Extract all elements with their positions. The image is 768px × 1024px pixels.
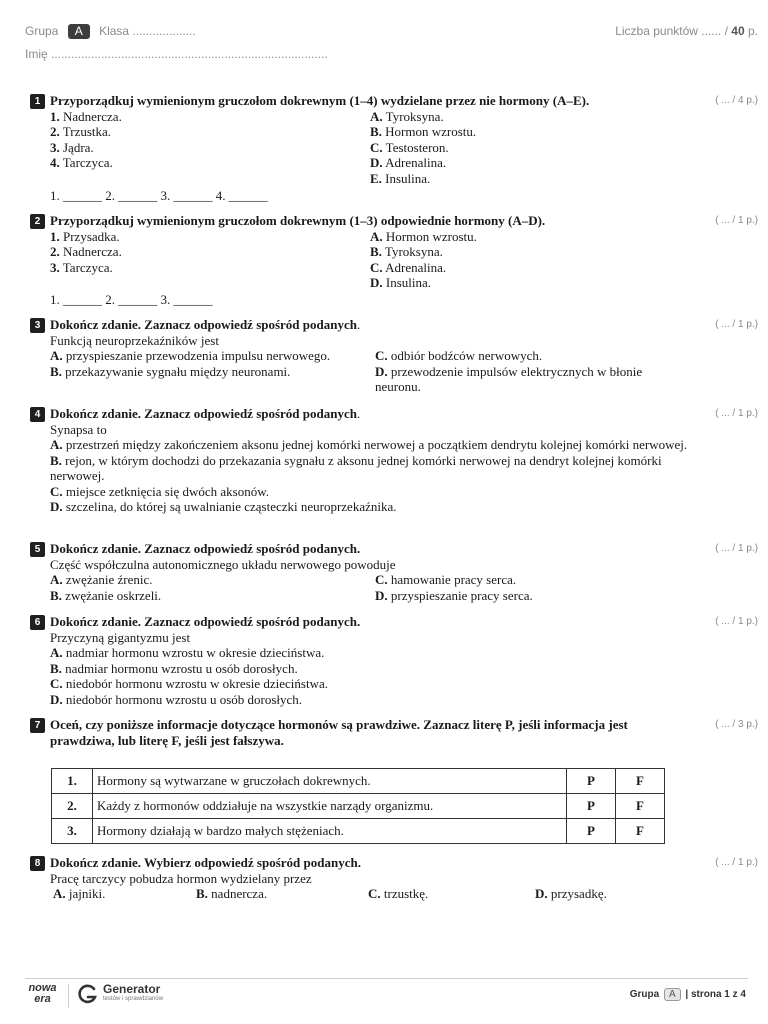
answer-option[interactable]: A. jajniki. — [53, 886, 106, 901]
group-badge: A — [68, 24, 90, 39]
false-option[interactable]: F — [616, 769, 665, 794]
nowa-era-logo: nowa era — [28, 982, 57, 1005]
task-5 — [30, 541, 758, 603]
footer-divider — [25, 978, 748, 979]
answer-option[interactable]: C. hamowanie pracy serca. — [375, 572, 517, 587]
task-instruction: Dokończ zdanie. Zaznacz odpowiedź spośród podanych. — [50, 317, 361, 332]
list-item: 1. Nadnercza. — [50, 108, 122, 124]
task-instruction: Dokończ zdanie. Wybierz odpowiedź spośród podanych. — [50, 855, 361, 870]
answer-option[interactable]: D. przysadkę. — [535, 886, 607, 901]
list-item: 2. Trzustka. — [50, 124, 112, 139]
list-item: 2. Nadnercza. — [50, 244, 122, 259]
list-item: 1. Przysadka. — [50, 228, 120, 244]
list-item: E. Insulina. — [370, 170, 431, 186]
answer-option[interactable]: C. trzustkę. — [368, 886, 429, 901]
true-option[interactable]: P — [567, 769, 616, 794]
points-label: Liczba punktów ...... / — [615, 24, 728, 38]
task-instruction: Przyporządkuj wymienionym gruczołom dokrewnym (1–3) odpowiednie hormony (A–D). — [50, 213, 546, 228]
header-group-class — [25, 24, 196, 39]
task-number: 1 — [30, 94, 45, 109]
answer-option[interactable]: A. nadmiar hormonu wzrostu w okresie dzieciństwa. — [50, 645, 325, 660]
true-false-table — [51, 768, 665, 844]
table-row: 3. Hormony działają w bardzo małych stężeniach. P F — [52, 819, 665, 844]
list-item: C. Testosteron. — [370, 139, 449, 155]
task-8 — [30, 855, 758, 902]
logo-separator — [68, 984, 69, 1008]
footer-page-info: Grupa A | strona 1 z 4 — [629, 989, 746, 1000]
answer-line[interactable]: 1. ______ 2. ______ 3. ______ 4. ______ — [50, 187, 268, 203]
answer-option[interactable]: B. nadnercza. — [196, 886, 268, 901]
answer-option[interactable]: A. zwężanie źrenic. — [50, 572, 153, 587]
task-instruction: Przyporządkuj wymienionym gruczołom dokrewnym (1–4) wydzielane przez nie hormony (A–E). — [50, 93, 590, 108]
task-number: 5 — [30, 542, 45, 557]
task-number: 8 — [30, 856, 45, 871]
task-number: 7 — [30, 718, 45, 733]
question-stem: Funkcją neuroprzekaźników jest — [50, 332, 219, 348]
task-instruction: Dokończ zdanie. Zaznacz odpowiedź spośród podanych. — [50, 614, 361, 629]
task-points: ( ... / 3 p.) — [715, 719, 758, 730]
answer-option[interactable]: B. rejon, w którym dochodzi do przekazania sygnału z aksonu jednej komórki nerwowej na dendryt kolejnej komórki nerwowej. — [50, 452, 662, 483]
answer-option[interactable]: D. niedobór hormonu wzrostu u osób dorosłych. — [50, 691, 303, 707]
task-instruction: Dokończ zdanie. Zaznacz odpowiedź spośród podanych. — [50, 541, 361, 556]
list-item: 3. Jądra. — [50, 139, 94, 155]
false-option[interactable]: F — [616, 794, 665, 819]
task-1 — [30, 93, 758, 203]
group-label: Grupa — [25, 24, 59, 38]
list-item: D. Insulina. — [370, 275, 432, 290]
answer-option[interactable]: C. odbiór bodźców nerwowych. — [375, 348, 543, 363]
false-option[interactable]: F — [616, 819, 665, 844]
points-unit: p. — [747, 24, 758, 38]
footer-group-badge: A — [664, 988, 681, 1001]
task-number: 6 — [30, 615, 45, 630]
true-option[interactable]: P — [567, 794, 616, 819]
table-row: 1. Hormony są wytwarzane w gruczołach dokrewnych. P F — [52, 769, 665, 794]
question-stem: Pracę tarczycy pobudza hormon wydzielany przez — [50, 870, 312, 886]
table-row: 2. Każdy z hormonów oddziałuje na wszystkie narządy organizmu. P F — [52, 794, 665, 819]
name-field: Imię ................................................................................... — [25, 47, 328, 61]
task-points: ( ... / 1 p.) — [715, 408, 758, 419]
task-4 — [30, 406, 758, 515]
task-points: ( ... / 1 p.) — [715, 857, 758, 868]
answer-option[interactable]: C. miejsce zetknięcia się dwóch aksonów. — [50, 483, 270, 499]
list-item: 4. Tarczyca. — [50, 155, 113, 170]
points-max: 40 — [731, 24, 745, 38]
list-item: C. Adrenalina. — [370, 259, 447, 275]
list-item: B. Tyroksyna. — [370, 244, 443, 259]
task-points: ( ... / 4 p.) — [715, 95, 758, 106]
task-points: ( ... / 1 p.) — [715, 543, 758, 554]
answer-option[interactable]: A. przestrzeń między zakończeniem aksonu jednej komórki nerwowej a początkiem dendrytu kolejnej komórki nerwowej. — [50, 437, 688, 452]
list-item: 3. Tarczyca. — [50, 259, 113, 275]
true-option[interactable]: P — [567, 819, 616, 844]
class-field: Klasa ................... — [99, 24, 196, 38]
answer-option[interactable]: C. niedobór hormonu wzrostu w okresie dzieciństwa. — [50, 676, 328, 691]
points-total — [615, 24, 758, 38]
answer-option[interactable]: B. zwężanie oskrzeli. — [50, 587, 162, 603]
task-instruction: Dokończ zdanie. Zaznacz odpowiedź spośród podanych. — [50, 406, 361, 421]
task-6 — [30, 614, 758, 707]
task-2 — [30, 213, 758, 307]
task-7 — [30, 717, 758, 839]
question-stem: Część współczulna autonomicznego układu nerwowego powoduje — [50, 556, 396, 572]
question-stem: Przyczyną gigantyzmu jest — [50, 629, 191, 645]
answer-option[interactable]: A. przyspieszanie przewodzenia impulsu nerwowego. — [50, 348, 331, 363]
answer-option[interactable]: B. przekazywanie sygnału między neuronami. — [50, 363, 291, 379]
list-item: A. Tyroksyna. — [370, 108, 444, 124]
task-points: ( ... / 1 p.) — [715, 616, 758, 627]
task-number: 4 — [30, 407, 45, 422]
task-number: 3 — [30, 318, 45, 333]
task-points: ( ... / 1 p.) — [715, 215, 758, 226]
generator-g-icon — [77, 983, 99, 1005]
answer-option[interactable]: D. przewodzenie impulsów elektrycznych w błonie neuronu. — [375, 363, 643, 394]
task-instruction: Oceń, czy poniższe informacje dotyczące hormonów są prawdziwe. Zaznacz literę P, jeśli informacja jest prawdziwa, lub literę F, jeśli jest fałszywa. — [50, 717, 628, 748]
generator-logo-subtitle: testów i sprawdzianów — [103, 996, 164, 1002]
answer-option[interactable]: B. nadmiar hormonu wzrostu u osób dorosłych. — [50, 660, 298, 676]
list-item: B. Hormon wzrostu. — [370, 124, 477, 139]
task-points: ( ... / 1 p.) — [715, 319, 758, 330]
task-number: 2 — [30, 214, 45, 229]
list-item: D. Adrenalina. — [370, 155, 447, 170]
answer-option[interactable]: D. przyspieszanie pracy serca. — [375, 587, 533, 603]
answer-line[interactable]: 1. ______ 2. ______ 3. ______ — [50, 291, 213, 307]
list-item: A. Hormon wzrostu. — [370, 228, 477, 244]
generator-logo-text: Generator — [103, 982, 161, 996]
task-3 — [30, 317, 758, 394]
answer-option[interactable]: D. szczelina, do której są uwalnianie cząsteczki neuroprzekaźnika. — [50, 499, 397, 514]
question-stem: Synapsa to — [50, 421, 107, 437]
